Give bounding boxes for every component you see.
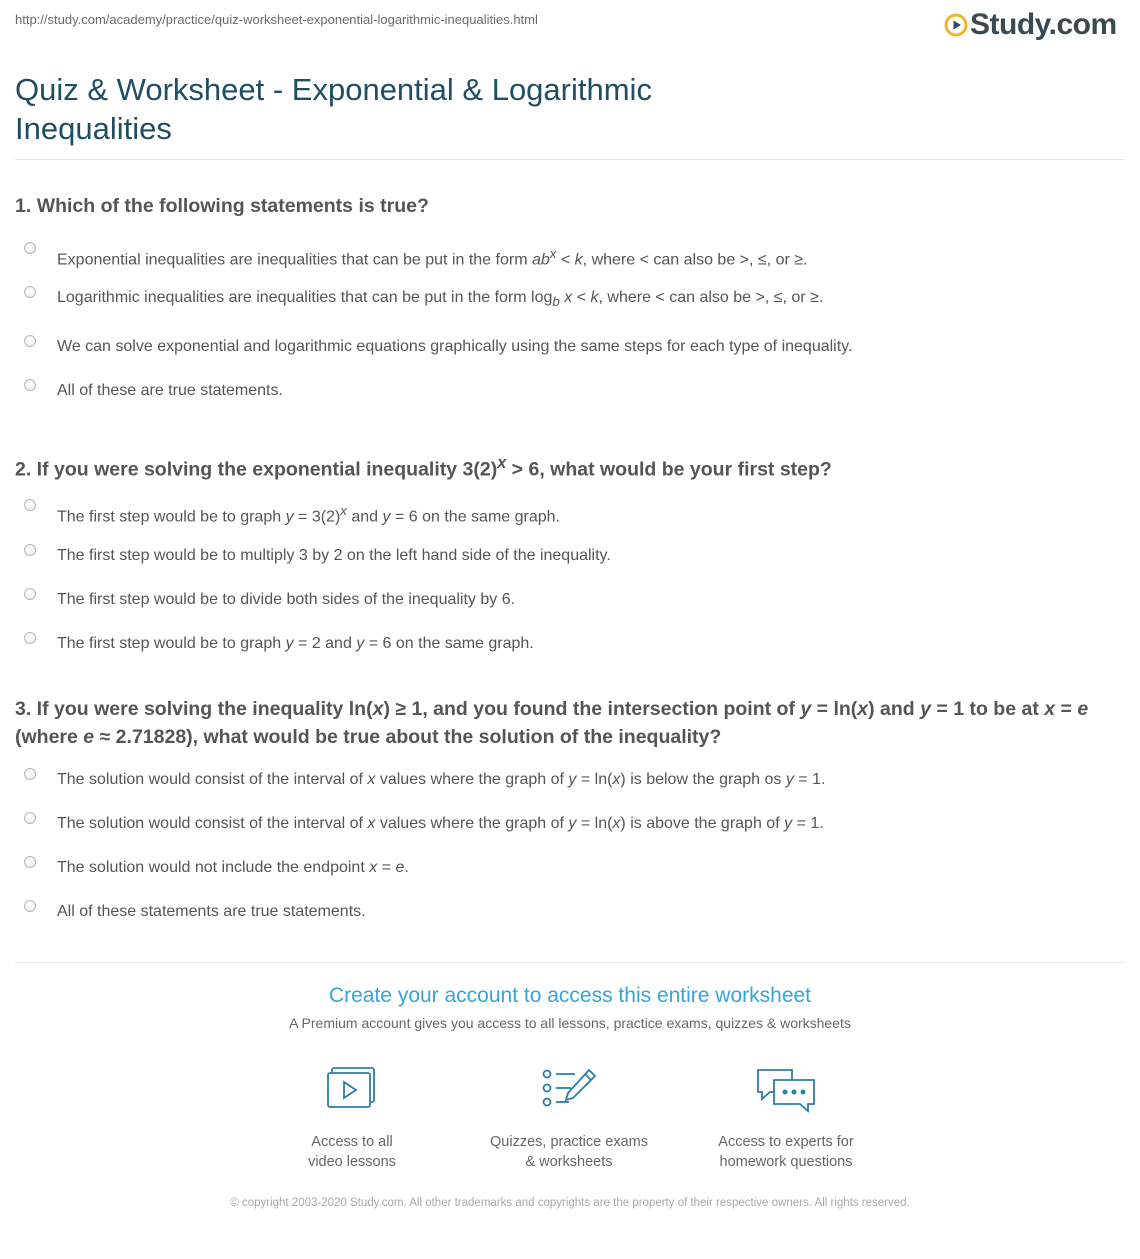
question-3: 3. If you were solving the inequality ln(x) ≥ 1, and you found the intersection point of y = ln(x) and y = 1 to be at x = e (where e ≈ 2.71828), what would be true about the solution of the inequality? bbox=[15, 698, 1089, 748]
title-divider bbox=[15, 159, 1125, 160]
option-text: The solution would not include the endpoint x = e. bbox=[57, 859, 409, 876]
q2-option-1[interactable] bbox=[15, 498, 1115, 526]
q1-option-4[interactable] bbox=[15, 378, 1115, 400]
radio-button[interactable] bbox=[24, 335, 36, 347]
option-text: All of these statements are true statements. bbox=[57, 903, 366, 920]
option-text: The first step would be to graph $y = 3(2)^x$ and y = 6 on the same graph. bbox=[57, 503, 560, 526]
question-2: 2. If you were solving the exponential inequality $3(2)^x > 6$, what would be your first step? bbox=[15, 454, 832, 481]
copyright-text: © copyright 2003-2020 Study.com. All other trademarks and copyrights are the property of their respective owners. All rights reserved. bbox=[230, 1197, 910, 1209]
video-lessons-icon bbox=[326, 1066, 378, 1110]
feature-label-line2: & worksheets bbox=[525, 1154, 613, 1170]
feature-label-line2: homework questions bbox=[719, 1154, 853, 1170]
study-logo[interactable] bbox=[944, 6, 1117, 44]
radio-button[interactable] bbox=[24, 588, 36, 600]
feature-label-line1: Quizzes, practice exams bbox=[490, 1134, 648, 1150]
option-text: The solution would consist of the interval of x values where the graph of y = ln(x) is below the graph os y = 1. bbox=[57, 771, 826, 788]
option-text: All of these are true statements. bbox=[57, 382, 283, 399]
logo-text: Study.com bbox=[970, 8, 1117, 41]
page-url: http://study.com/academy/practice/quiz-worksheet-exponential-logarithmic-inequalities.html bbox=[15, 12, 538, 27]
q2-option-3[interactable] bbox=[15, 587, 1115, 609]
question-1: 1. Which of the following statements is true? bbox=[15, 195, 429, 217]
option-text: The solution would consist of the interval of x values where the graph of y = ln(x) is above the graph of y = 1. bbox=[57, 815, 824, 832]
option-text: Exponential inequalities are inequalities that can be put in the form $ab^x < k$, where < can also be >, ≤, or ≥. bbox=[57, 246, 808, 269]
feature-label-line1: Access to all bbox=[311, 1134, 393, 1150]
option-text: The first step would be to graph y = 2 and y = 6 on the same graph. bbox=[57, 635, 534, 652]
radio-button[interactable] bbox=[24, 499, 36, 511]
option-text: We can solve exponential and logarithmic equations graphically using the same steps for each type of inequality. bbox=[57, 338, 853, 355]
q2-option-4[interactable] bbox=[15, 631, 1115, 653]
radio-button[interactable] bbox=[24, 379, 36, 391]
feature-video-lessons bbox=[242, 1066, 462, 1172]
radio-button[interactable] bbox=[24, 286, 36, 298]
play-logo-icon bbox=[944, 13, 968, 37]
radio-button[interactable] bbox=[24, 632, 36, 644]
q3-option-2[interactable] bbox=[15, 811, 1115, 833]
radio-button[interactable] bbox=[24, 812, 36, 824]
q3-option-1[interactable] bbox=[15, 767, 1115, 789]
q3-option-3[interactable] bbox=[15, 855, 1115, 877]
radio-button[interactable] bbox=[24, 900, 36, 912]
feature-quizzes bbox=[459, 1066, 679, 1172]
cta-divider bbox=[15, 962, 1125, 963]
feature-label-line1: Access to experts for bbox=[718, 1134, 854, 1150]
option-text: The first step would be to multiply 3 by 2 on the left hand side of the inequality. bbox=[57, 547, 611, 564]
quizzes-icon bbox=[541, 1066, 597, 1110]
q2-option-2[interactable] bbox=[15, 543, 1115, 565]
radio-button[interactable] bbox=[24, 544, 36, 556]
option-text: Logarithmic inequalities are inequalities that can be put in the form $\log_b x < k$, where < can also be >, ≤, or ≥. bbox=[57, 289, 824, 310]
q1-option-3[interactable] bbox=[15, 334, 1115, 356]
radio-button[interactable] bbox=[24, 242, 36, 254]
cta-subtitle: A Premium account gives you access to all lessons, practice exams, quizzes & worksheets bbox=[289, 1015, 851, 1031]
page-title: Quiz & Worksheet - Exponential & Logarithmic Inequalities bbox=[15, 72, 652, 146]
create-account-link[interactable]: Create your account to access this entire worksheet bbox=[328, 984, 812, 1007]
q1-option-1[interactable] bbox=[15, 241, 1115, 269]
experts-chat-icon bbox=[754, 1066, 818, 1114]
feature-label-line2: video lessons bbox=[308, 1154, 396, 1170]
feature-experts bbox=[676, 1066, 896, 1172]
q3-option-4[interactable] bbox=[15, 899, 1115, 921]
q1-option-2[interactable] bbox=[15, 285, 1115, 310]
radio-button[interactable] bbox=[24, 856, 36, 868]
radio-button[interactable] bbox=[24, 768, 36, 780]
option-text: The first step would be to divide both sides of the inequality by 6. bbox=[57, 591, 516, 608]
